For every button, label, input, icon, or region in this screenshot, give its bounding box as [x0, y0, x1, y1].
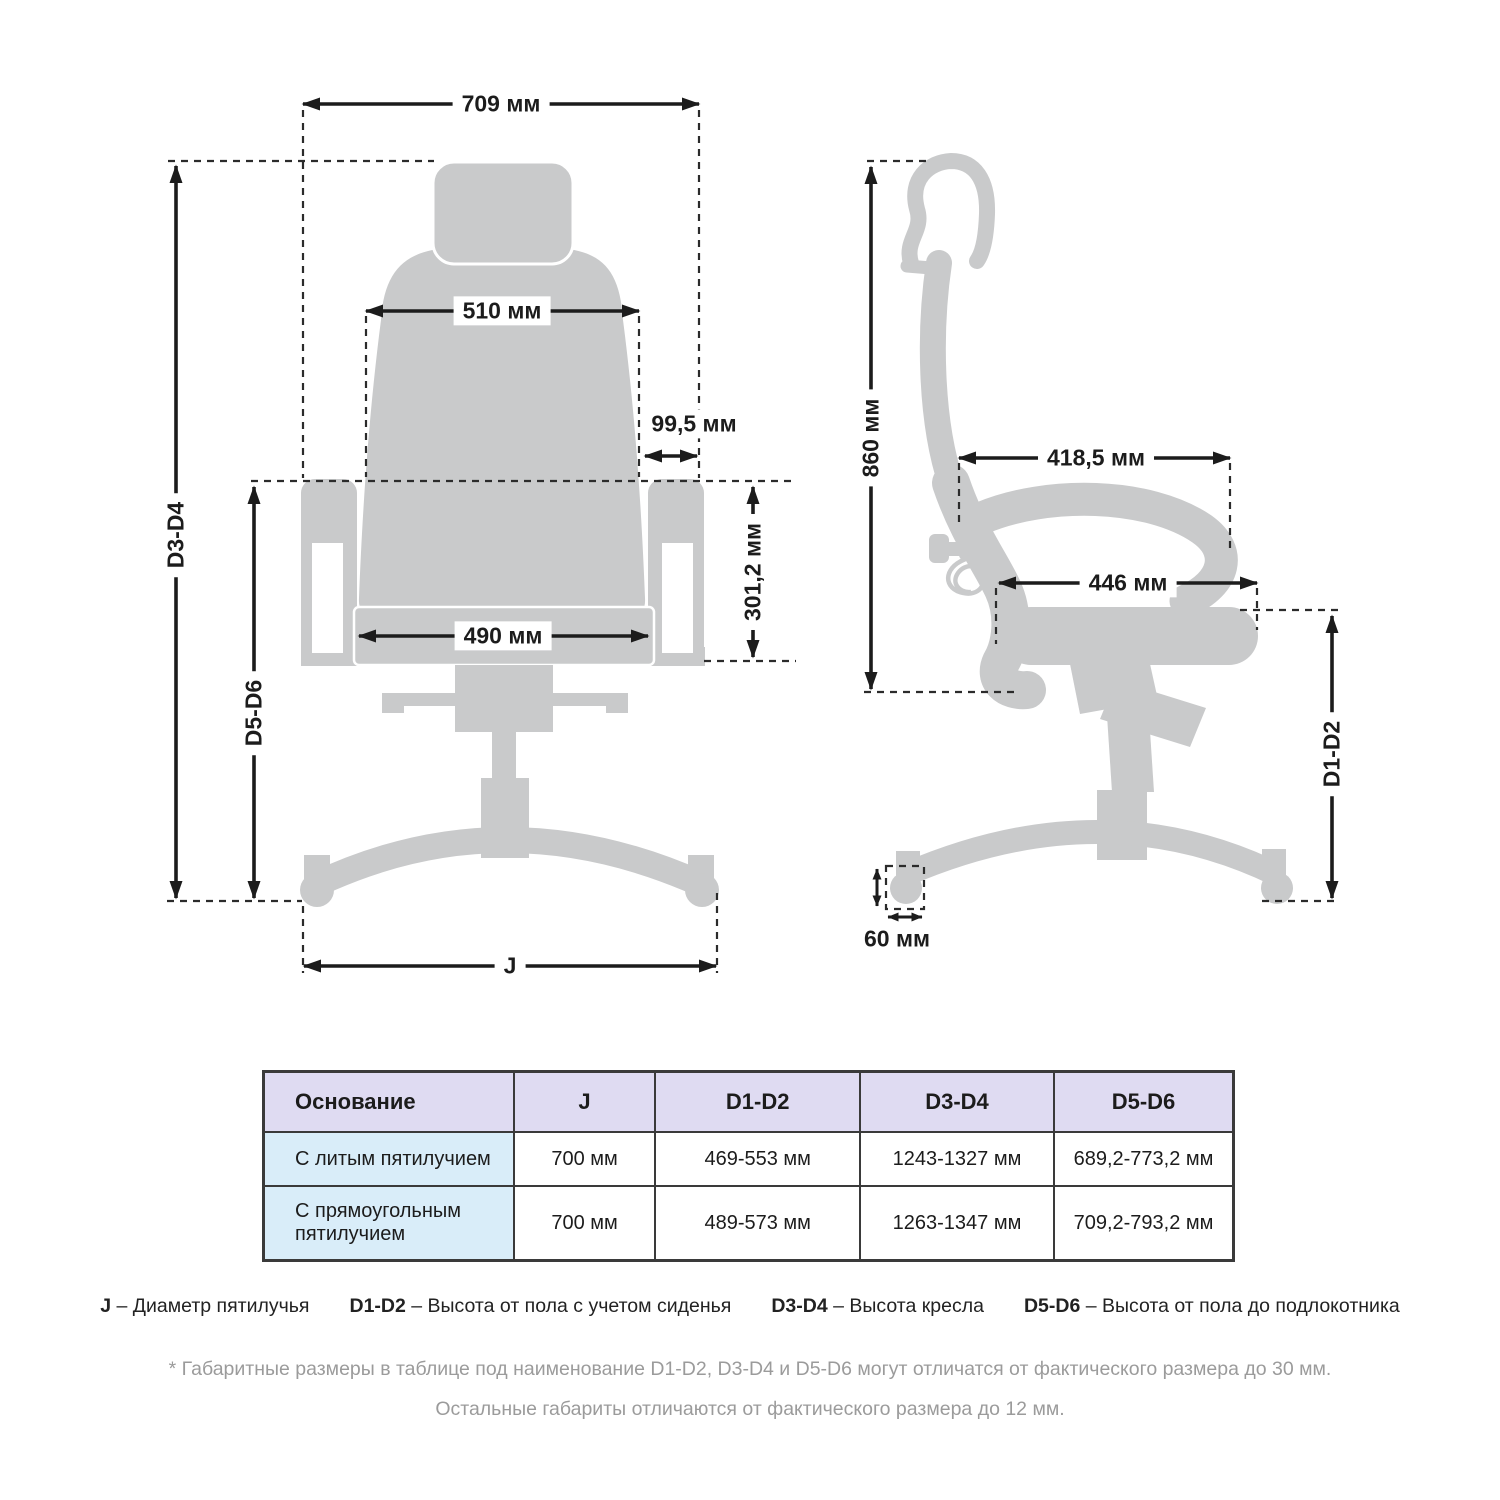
front-armrest-right-window: [662, 543, 693, 653]
side-gas-lift: [1106, 700, 1154, 792]
front-view-silhouette: [300, 162, 719, 907]
front-armrest-left-window: [312, 543, 343, 653]
legend-term: D3-D4: [771, 1295, 828, 1317]
table-cell-d1d2: 469-553 мм: [655, 1132, 860, 1186]
front-wheel-right: [685, 873, 719, 907]
dim-label-d3d4: D3-D4: [161, 493, 190, 577]
footnote-line-1: * Габаритные размеры в таблице под наименование D1-D2, D3-D4 и D5-D6 могут отличатся от фактического размера до 30 мм.: [168, 1358, 1332, 1380]
side-base-foot-right: [1262, 849, 1286, 876]
table-cell-d3d4: 1263-1347 мм: [860, 1186, 1054, 1261]
legend: [0, 1295, 1500, 1318]
legend-desc: – Высота кресла: [833, 1295, 984, 1317]
front-headrest: [433, 162, 573, 264]
front-mechanism-block: [455, 665, 553, 732]
dim-label-back-height: 860 мм: [856, 390, 885, 487]
table-cell-label: С литым пятилучием: [264, 1132, 514, 1186]
legend-desc: – Высота от пола с учетом сиденья: [411, 1295, 732, 1317]
dim-label-wheel-size: 60 мм: [855, 924, 939, 953]
table-row-rect-base: [264, 1186, 1234, 1261]
dim-label-seat-depth: 446 мм: [1080, 568, 1177, 597]
front-gas-lift: [492, 732, 516, 780]
side-headrest: [909, 161, 987, 263]
side-view-silhouette: [890, 161, 1293, 904]
front-lever-right-tab: [606, 693, 628, 713]
side-wheel-left: [890, 872, 922, 904]
legend-item-j: [100, 1295, 309, 1318]
table-cell-d5d6: 709,2-793,2 мм: [1054, 1186, 1233, 1261]
front-lever-left-tab: [382, 693, 404, 713]
side-backrest-upper: [933, 263, 951, 483]
footnote: [0, 1358, 1500, 1438]
table-header-d3d4: D3-D4: [860, 1072, 1054, 1133]
table-cell-d3d4: 1243-1327 мм: [860, 1132, 1054, 1186]
table-cell-d1d2: 489-573 мм: [655, 1186, 860, 1261]
footnote-line-2: Остальные габариты отличаются от фактического размера до 12 мм.: [435, 1398, 1065, 1420]
table-cell-d5d6: 689,2-773,2 мм: [1054, 1132, 1233, 1186]
table-cell-j: 700 мм: [514, 1186, 656, 1261]
legend-item-d5d6: [1024, 1295, 1400, 1318]
legend-term: D1-D2: [349, 1295, 406, 1317]
side-base-arch: [907, 832, 1276, 874]
front-wheel-left: [300, 873, 334, 907]
table-header-d1d2: D1-D2: [655, 1072, 860, 1133]
dim-label-armrest-height: 301,2 мм: [738, 514, 767, 630]
legend-term: D5-D6: [1023, 1295, 1081, 1317]
table-cell-j: 700 мм: [514, 1132, 656, 1186]
dim-label-armrest-inset: 99,5 мм: [642, 409, 745, 438]
legend-desc: – Диаметр пятилучья: [116, 1295, 310, 1317]
side-seat: [1002, 607, 1258, 665]
front-base-arch: [317, 840, 701, 884]
dim-label-d1d2: D1-D2: [1317, 712, 1346, 796]
legend-item-d1d2: [349, 1295, 731, 1318]
table-cell-label: С прямоугольным пятилучием: [264, 1186, 514, 1261]
dimensions-table: [262, 1070, 1235, 1262]
dim-label-overall-width: 709 мм: [453, 89, 550, 118]
legend-term: J: [100, 1295, 112, 1317]
dim-label-backrest-width: 510 мм: [454, 296, 551, 325]
dim-label-seat-width: 490 мм: [455, 621, 552, 650]
table-header-d5d6: D5-D6: [1054, 1072, 1233, 1133]
legend-item-d3d4: [771, 1295, 984, 1318]
side-adjust-knob: [929, 534, 949, 563]
dim-label-backrest-depth: 418,5 мм: [1038, 443, 1154, 472]
dim-label-j: J: [495, 951, 526, 980]
side-wheel-right: [1261, 872, 1293, 904]
table-header-row: [264, 1072, 1234, 1133]
table-header-base: Основание: [264, 1072, 514, 1133]
dim-label-d5d6: D5-D6: [239, 671, 268, 755]
table-header-j: J: [514, 1072, 656, 1133]
table-row-cast-base: [264, 1132, 1234, 1186]
legend-desc: – Высота от пола до подлокотника: [1085, 1295, 1400, 1317]
